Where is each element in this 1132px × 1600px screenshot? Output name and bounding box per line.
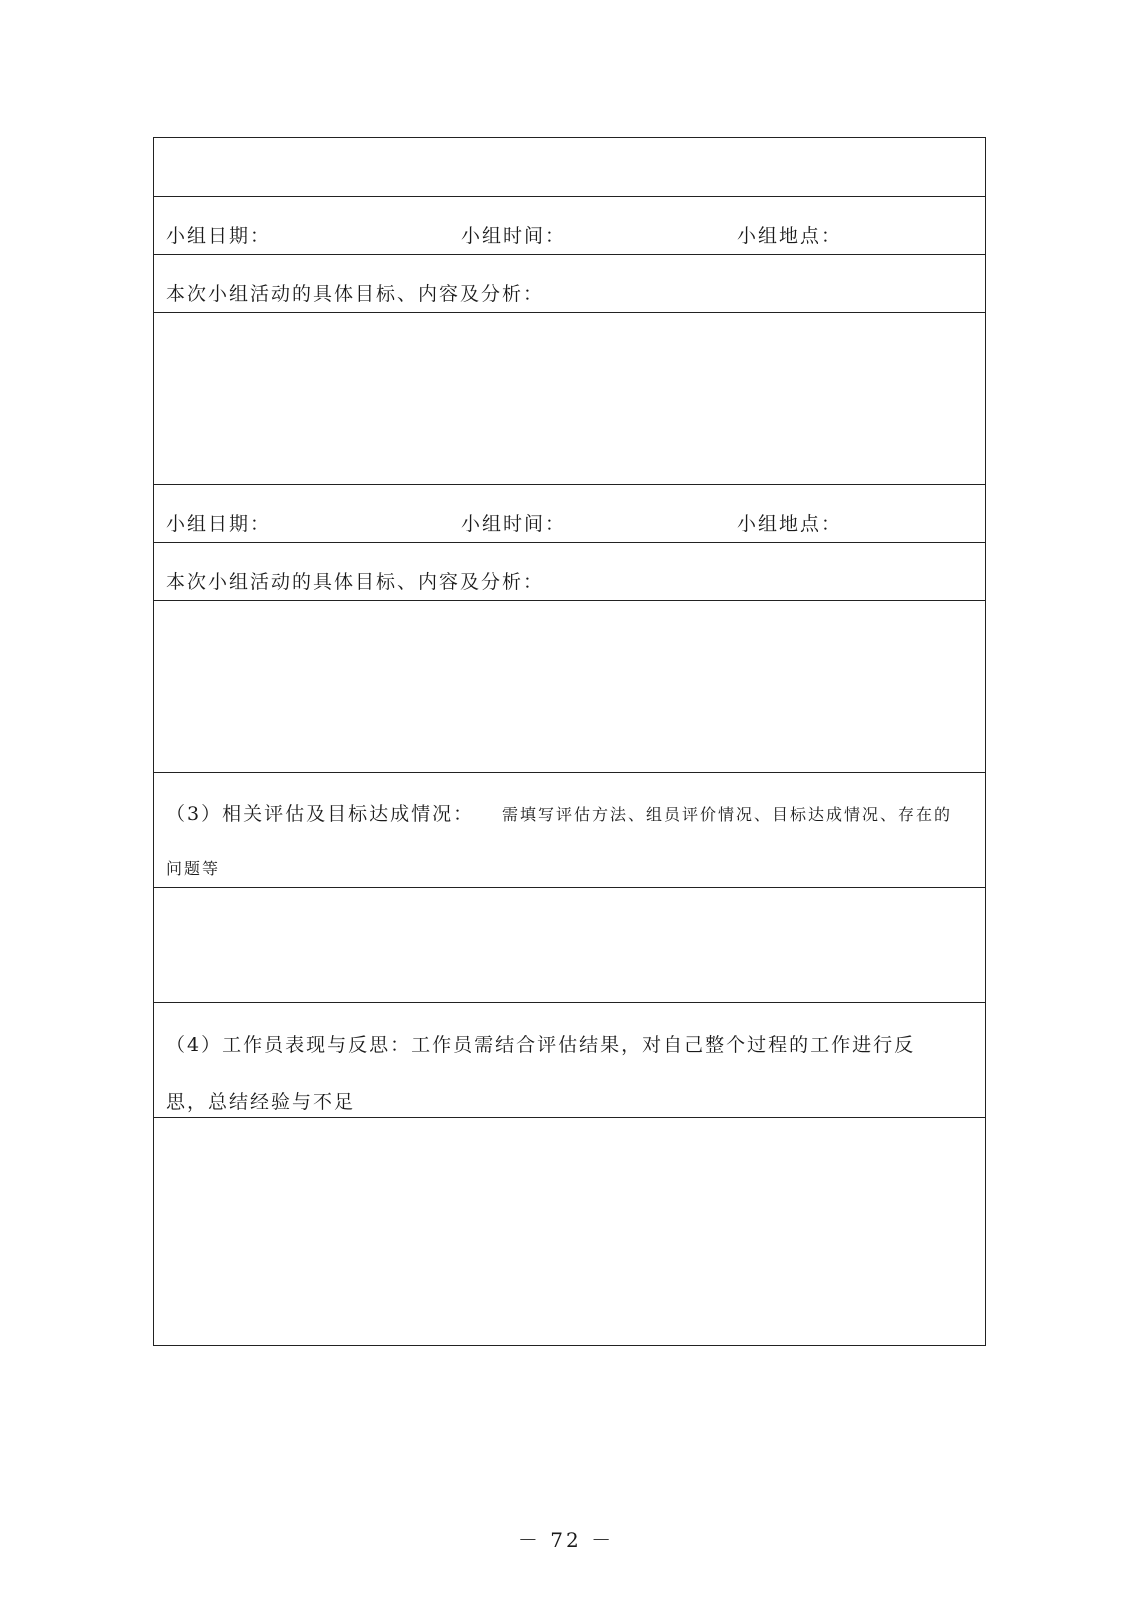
evaluation-content-area <box>154 887 985 1002</box>
session-meta-row <box>154 484 985 542</box>
place-label: 小组地点： <box>737 225 843 247</box>
place-label: 小组地点： <box>737 513 843 535</box>
session-meta-row <box>154 196 985 254</box>
session-content-label-row <box>154 254 985 312</box>
date-label: 小组日期： <box>166 225 272 247</box>
date-label: 小组日期： <box>166 513 272 535</box>
evaluation-note: 需填写评估方法、组员评价情况、目标达成情况、存在的 <box>502 805 953 824</box>
evaluation-note-continued: 问题等 <box>166 859 221 878</box>
reflection-line-1: （4）工作员表现与反思：工作员需结合评估结果，对自己整个过程的工作进行反 <box>166 1034 916 1056</box>
session-content-label-row <box>154 542 985 600</box>
content-label: 本次小组活动的具体目标、内容及分析： <box>166 283 545 305</box>
session-content-area <box>154 312 985 484</box>
session-content-area <box>154 600 985 772</box>
reflection-content-area <box>154 1117 985 1345</box>
evaluation-title: （3）相关评估及目标达成情况： <box>166 803 475 825</box>
activity-record-table <box>153 137 986 1346</box>
content-label: 本次小组活动的具体目标、内容及分析： <box>166 571 545 593</box>
time-label: 小组时间： <box>461 225 567 247</box>
page-number: － 72 － <box>517 1528 615 1552</box>
reflection-line-2: 思，总结经验与不足 <box>166 1091 356 1113</box>
evaluation-header-row <box>154 772 985 887</box>
blank-header-row <box>154 138 985 196</box>
reflection-header-row <box>154 1002 985 1117</box>
time-label: 小组时间： <box>461 513 567 535</box>
